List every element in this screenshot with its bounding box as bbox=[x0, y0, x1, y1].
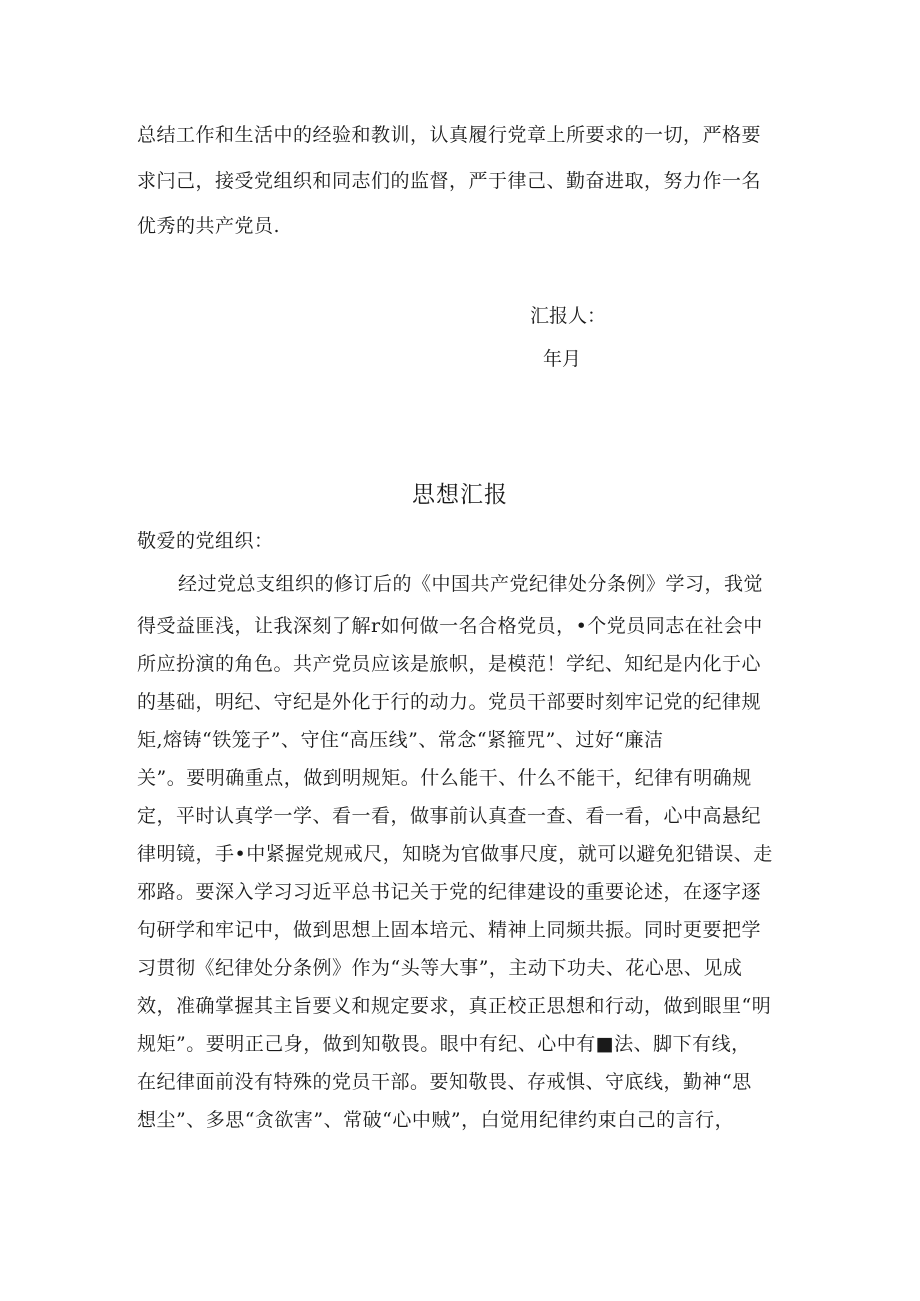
paragraph-line: 定，平时认真学一学、看一看，做事前认真查一查、看一看，心中高悬纪 bbox=[137, 805, 762, 827]
date-label: 年月 bbox=[543, 348, 582, 370]
report-title: 思想汇报 bbox=[412, 482, 508, 508]
salutation: 敬爱的党组织： bbox=[137, 530, 274, 552]
paragraph-line: 所应扮演的角色。共产党员应该是旅帜，是模范！学纪、知纪是内化于心 bbox=[137, 653, 762, 675]
paragraph-line: 在纪律面前没有特殊的党员干部。要知敬畏、存戒惧、守底线，勤神“思 bbox=[137, 1071, 752, 1093]
paragraph-line: 矩,熔铸“铁笼子”、守住“高压线”、常念“紧箍咒”、过好“廉洁 bbox=[137, 729, 664, 751]
paragraph-line: 关”。要明确重点，做到明规矩。什么能干、什么不能干，纪律有明确规 bbox=[137, 767, 752, 789]
paragraph-line: 经过党总支组织的修订后的《中国共产党纪律处分条例》学习，我觉 bbox=[178, 573, 764, 595]
paragraph-line: 律明镜，手•中紧握党规戒尺，知晓为官做事尺度，就可以避免犯错误、走 bbox=[137, 843, 773, 865]
paragraph-line: 效，准确掌握其主旨要义和规定要求，真正校正思想和行动，做到眼里“明 bbox=[137, 995, 772, 1017]
paragraph-line: 得受益匪浅，让我深刻了解r如何做一名合格党员，•个党员同志在社会中 bbox=[137, 615, 763, 637]
paragraph-line: 求闩己，接受党组织和同志们的监督，严于律己、勤奋进取，努力作一名 bbox=[137, 170, 762, 192]
paragraph-line: 优秀的共产党员. bbox=[137, 215, 281, 237]
paragraph-line: 邪路。要深入学习习近平总书记关于党的纪律建设的重要论述，在逐字逐 bbox=[137, 881, 762, 903]
paragraph-line: 总结工作和生活中的经验和教训，认真履行党章上所要求的一切，严格要 bbox=[137, 124, 762, 146]
paragraph-line: 想尘”、多思“贪欲害”、常破“心中贼”，白觉用纪律约束白己的言行， bbox=[137, 1109, 735, 1131]
reporter-label: 汇报人： bbox=[530, 305, 607, 327]
paragraph-line: 规矩”。要明正己身，做到知敬畏。眼中有纪、心中有■法、脚下有线， bbox=[137, 1033, 751, 1055]
paragraph-line: 句研学和牢记中，做到思想上固本培元、精神上同频共振。同时更要把学 bbox=[137, 919, 762, 941]
paragraph-line: 习贯彻《纪律处分条例》作为“头等大事”，主动下功夫、花心思、见成 bbox=[137, 957, 743, 979]
paragraph-line: 的基础，明纪、守纪是外化于行的动力。党员干部要时刻牢记党的纪律规 bbox=[137, 691, 762, 713]
